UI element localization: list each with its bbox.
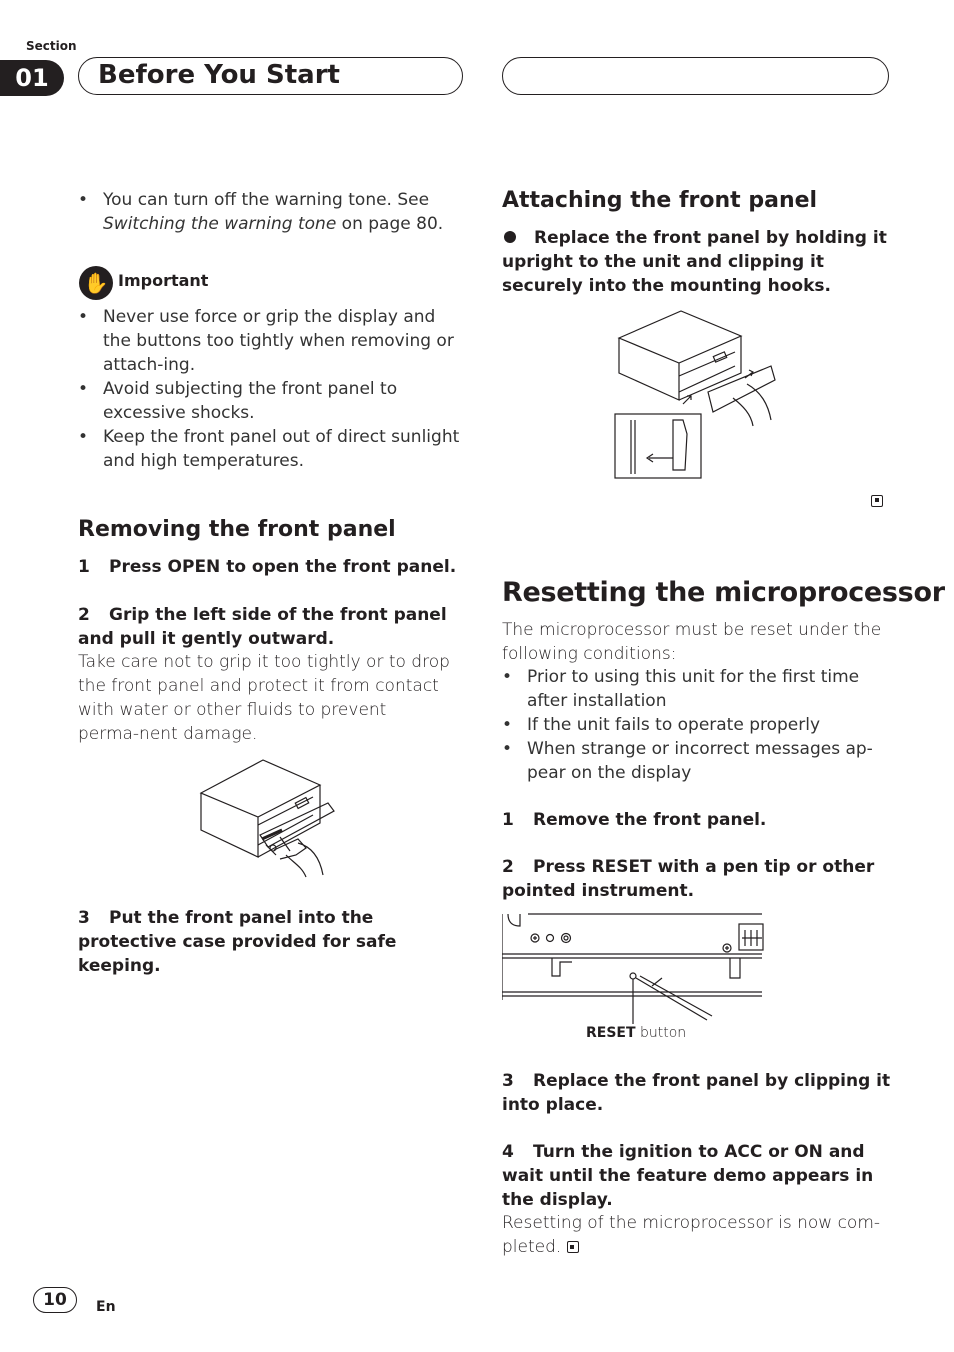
page-number: 10 xyxy=(33,1287,77,1313)
resetting-bullet: • Prior to using this unit for the first time after installation xyxy=(502,665,887,713)
removing-step-2-body: Take care not to grip it too tightly or to drop the front panel and protect it from contact with water or other fluids to prevent perma-nent damage. xyxy=(78,652,450,744)
important-hand-icon: ✋ xyxy=(79,266,113,300)
resetting-step-2: 2 Press RESET with a pen tip or other pointed instrument. xyxy=(502,857,875,901)
resetting-step-4-body: Resetting of the microprocessor is now com-pleted. xyxy=(502,1213,881,1257)
resetting-step-4: 4 Turn the ignition to ACC or ON and wait until the feature demo appears in the display. xyxy=(502,1142,874,1210)
removing-step-3: 3 Put the front panel into the protective case provided for safe keeping. xyxy=(78,908,397,976)
section-label: Section xyxy=(26,39,77,53)
attaching-heading: Attaching the front panel xyxy=(502,188,818,213)
reset-button-caption: RESET button xyxy=(586,1025,687,1041)
important-bullet: • Never use force or grip the display and the buttons too tightly when removing or attach-ing. xyxy=(78,305,466,377)
resetting-bullet: • When strange or incorrect messages ap-pear on the display xyxy=(502,737,887,785)
important-label: Important xyxy=(118,271,209,290)
reset-button-illustration xyxy=(502,912,764,1027)
removing-heading: Removing the front panel xyxy=(78,517,396,542)
resetting-step-1: 1 Remove the front panel. xyxy=(502,810,767,830)
end-section-icon xyxy=(871,490,883,509)
resetting-bullet-list xyxy=(502,665,887,785)
removing-step-2: 2 Grip the left side of the front panel and pull it gently outward. xyxy=(78,605,447,649)
end-section-icon xyxy=(567,1241,579,1253)
resetting-intro: The microprocessor must be reset under the following conditions: xyxy=(502,620,882,664)
resetting-bullet: • If the unit fails to operate properly xyxy=(502,713,887,737)
important-bullet: • Avoid subjecting the front panel to excessive shocks. xyxy=(78,377,466,425)
intro-bullet-list xyxy=(78,188,458,236)
page-title: Before You Start xyxy=(98,60,340,90)
important-bullet: • Keep the front panel out of direct sunlight and high temperatures. xyxy=(78,425,466,473)
section-number-badge: 01 xyxy=(0,60,64,96)
resetting-heading: Resetting the microprocessor xyxy=(502,577,945,608)
intro-bullet: • You can turn off the warning tone. See Switching the warning tone on page 80. xyxy=(78,188,458,236)
important-bullet-list xyxy=(78,305,466,473)
cross-reference-link[interactable]: Switching the warning tone xyxy=(103,214,337,234)
bullet-dot-icon xyxy=(504,231,516,243)
language-label: En xyxy=(96,1299,116,1315)
attaching-instruction: Replace the front panel by holding it upright to the unit and clipping it securely into the mounting hooks. xyxy=(502,228,887,296)
header-right-pill xyxy=(502,57,889,95)
removing-step-1: 1 Press OPEN to open the front panel. xyxy=(78,557,457,577)
attaching-panel-illustration xyxy=(613,308,783,480)
removing-panel-illustration xyxy=(198,755,343,880)
resetting-step-3: 3 Replace the front panel by clipping it into place. xyxy=(502,1071,891,1115)
